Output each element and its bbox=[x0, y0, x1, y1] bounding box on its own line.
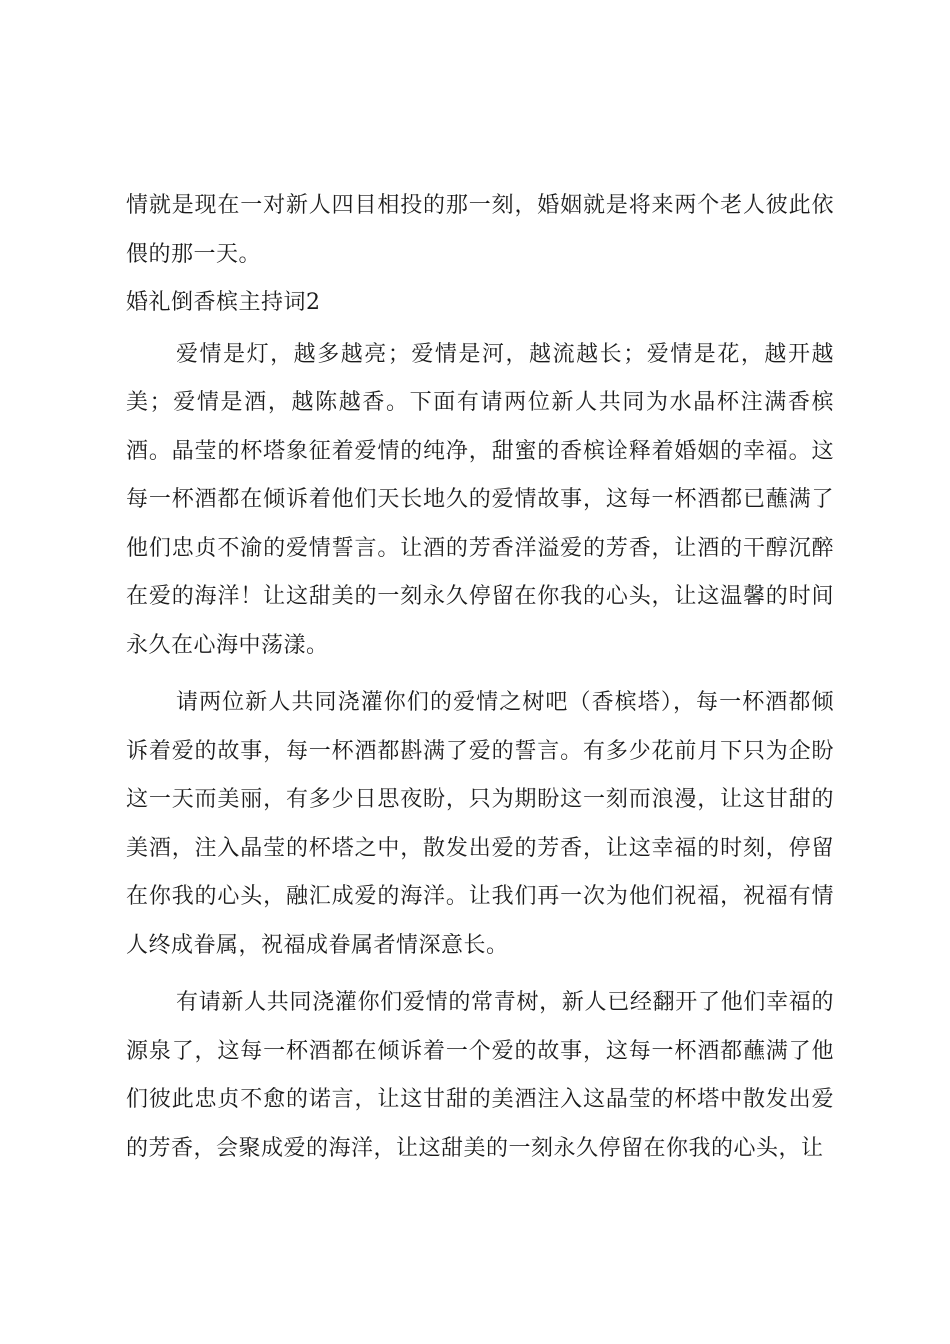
section-heading: 婚礼倒香槟主持词2 bbox=[126, 290, 321, 315]
body-paragraph-3: 有请新人共同浇灌你们爱情的常青树，新人已经翻开了他们幸福的源泉了，这每一杯酒都在倾诉着一个爱的故事，这每一杯酒都蘸满了他们彼此忠贞不愈的诺言，让这甘甜的美酒注入这晶莹的杯塔中散发出爱的芳香，会聚成爱的海洋，让这甜美的一刻永久停留在你我的心头，让 bbox=[126, 990, 834, 1161]
body-paragraph-2: 请两位新人共同浇灌你们的爱情之树吧（香槟塔），每一杯酒都倾诉着爱的故事，每一杯酒都斟满了爱的誓言。有多少花前月下只为企盼这一天而美丽，有多少日思夜盼，只为期盼这一刻而浪漫，让这甘甜的美酒，注入晶莹的杯塔之中，散发出爱的芳香，让这幸福的时刻，停留在你我的心头，融汇成爱的海洋。让我们再一次为他们祝福，祝福有情人终成眷属，祝福成眷属者情深意长。 bbox=[126, 690, 834, 958]
continuation-paragraph: 情就是现在一对新人四目相投的那一刻，婚姻就是将来两个老人彼此依偎的那一天。 bbox=[126, 193, 834, 267]
body-paragraph-1: 爱情是灯，越多越亮；爱情是河，越流越长；爱情是花，越开越美；爱情是酒，越陈越香。下面有请两位新人共同为水晶杯注满香槟酒。晶莹的杯塔象征着爱情的纯净，甜蜜的香槟诠释着婚姻的幸福。这每一杯酒都在倾诉着他们天长地久的爱情故事，这每一杯酒都已蘸满了他们忠贞不渝的爱情誓言。让酒的芳香洋溢爱的芳香，让酒的干醇沉醉在爱的海洋！让这甜美的一刻永久停留在你我的心头，让这温馨的时间永久在心海中荡漾。 bbox=[126, 341, 834, 658]
document-body bbox=[126, 182, 834, 1173]
